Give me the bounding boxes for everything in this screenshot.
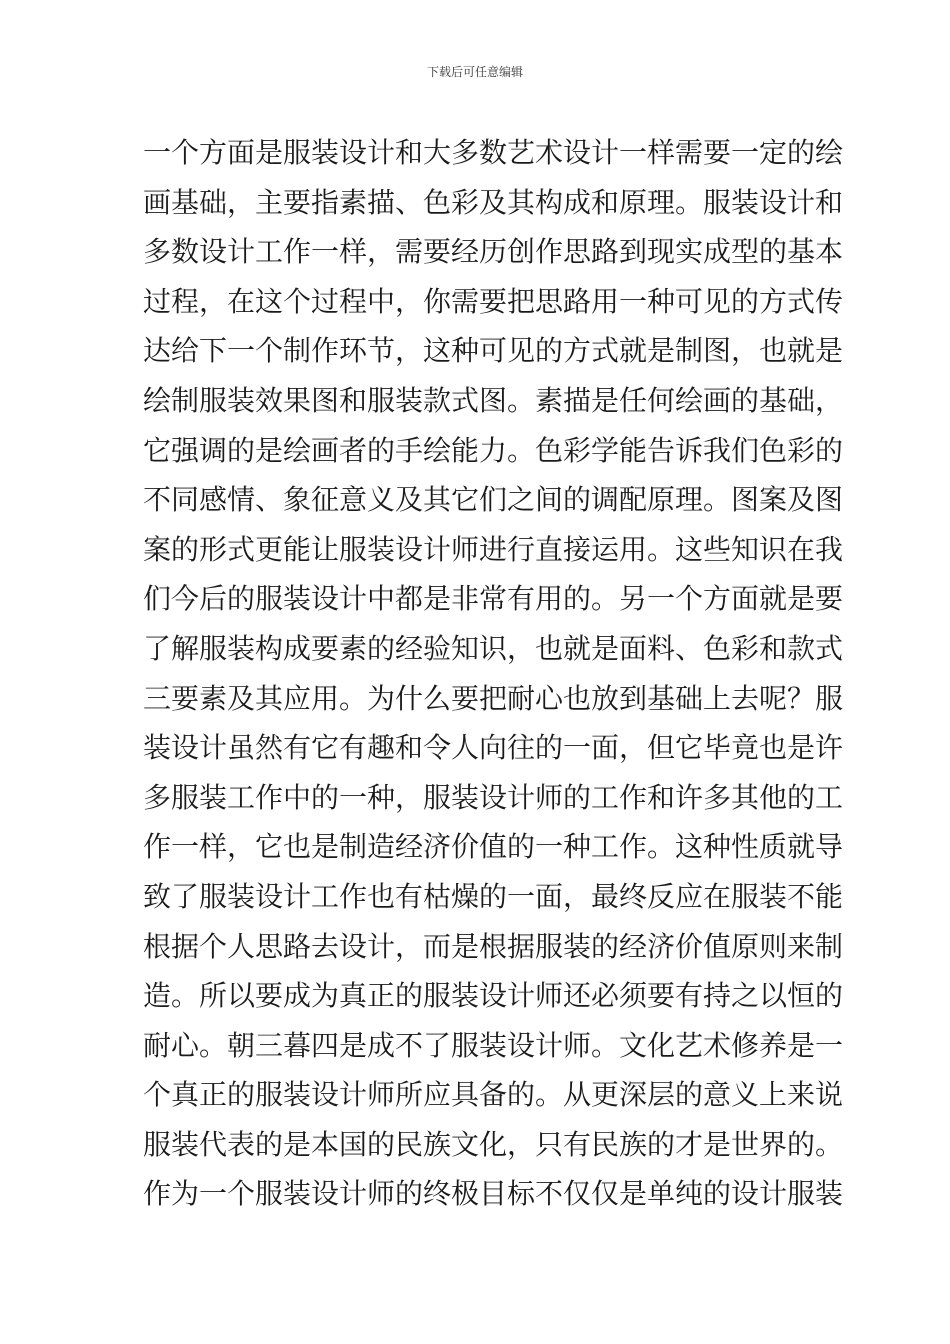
- text-line: 一个方面是服装设计和大多数艺术设计一样需要一定的绘: [143, 136, 844, 169]
- text-line: 造。所以要成为真正的服装设计师还必须要有持之以恒的: [143, 979, 844, 1013]
- text-line: 了解服装构成要素的经验知识，也就是面料、色彩和款式: [143, 631, 844, 665]
- text-line: 多数设计工作一样，需要经历创作思路到现实成型的基本: [143, 235, 844, 269]
- text-line: 们今后的服装设计中都是非常有用的。另一个方面就是要: [143, 582, 844, 616]
- text-line: 作为一个服装设计师的终极目标不仅仅是单纯的设计服装: [143, 1177, 844, 1211]
- text-line: 多服装工作中的一种，服装设计师的工作和许多其他的工: [143, 780, 844, 814]
- text-line: 耐心。朝三暮四是成不了服装设计师。文化艺术修养是一: [143, 1028, 844, 1062]
- text-line: 根据个人思路去设计，而是根据服装的经济价值原则来制: [143, 929, 844, 963]
- text-line: 它强调的是绘画者的手绘能力。色彩学能告诉我们色彩的: [143, 433, 844, 467]
- text-line: 过程，在这个过程中，你需要把思路用一种可见的方式传: [143, 284, 844, 318]
- text-line: 案的形式更能让服装设计师进行直接运用。这些知识在我: [143, 532, 844, 566]
- text-line: 达给下一个制作环节，这种可见的方式就是制图，也就是: [143, 334, 844, 368]
- text-line: 绘制服装效果图和服装款式图。素描是任何绘画的基础，: [143, 383, 844, 417]
- text-line: 个真正的服装设计师所应具备的。从更深层的意义上来说: [143, 1078, 844, 1112]
- text-line: 致了服装设计工作也有枯燥的一面，最终反应在服装不能: [143, 879, 844, 913]
- text-line: 作一样，它也是制造经济价值的一种工作。这种性质就导: [143, 830, 844, 864]
- text-line: 装设计虽然有它有趣和令人向往的一面，但它毕竟也是许: [143, 731, 844, 765]
- body-paragraph: [143, 128, 844, 1219]
- page-header: 下载后可任意编辑: [426, 65, 523, 79]
- text-line: 服装代表的是本国的民族文化，只有民族的才是世界的。: [143, 1127, 844, 1161]
- text-line: 不同感情、象征意义及其它们之间的调配原理。图案及图: [143, 483, 844, 517]
- text-line: 三要素及其应用。为什么要把耐心也放到基础上去呢？服: [143, 681, 844, 715]
- text-line: 画基础，主要指素描、色彩及其构成和原理。服装设计和: [143, 185, 844, 219]
